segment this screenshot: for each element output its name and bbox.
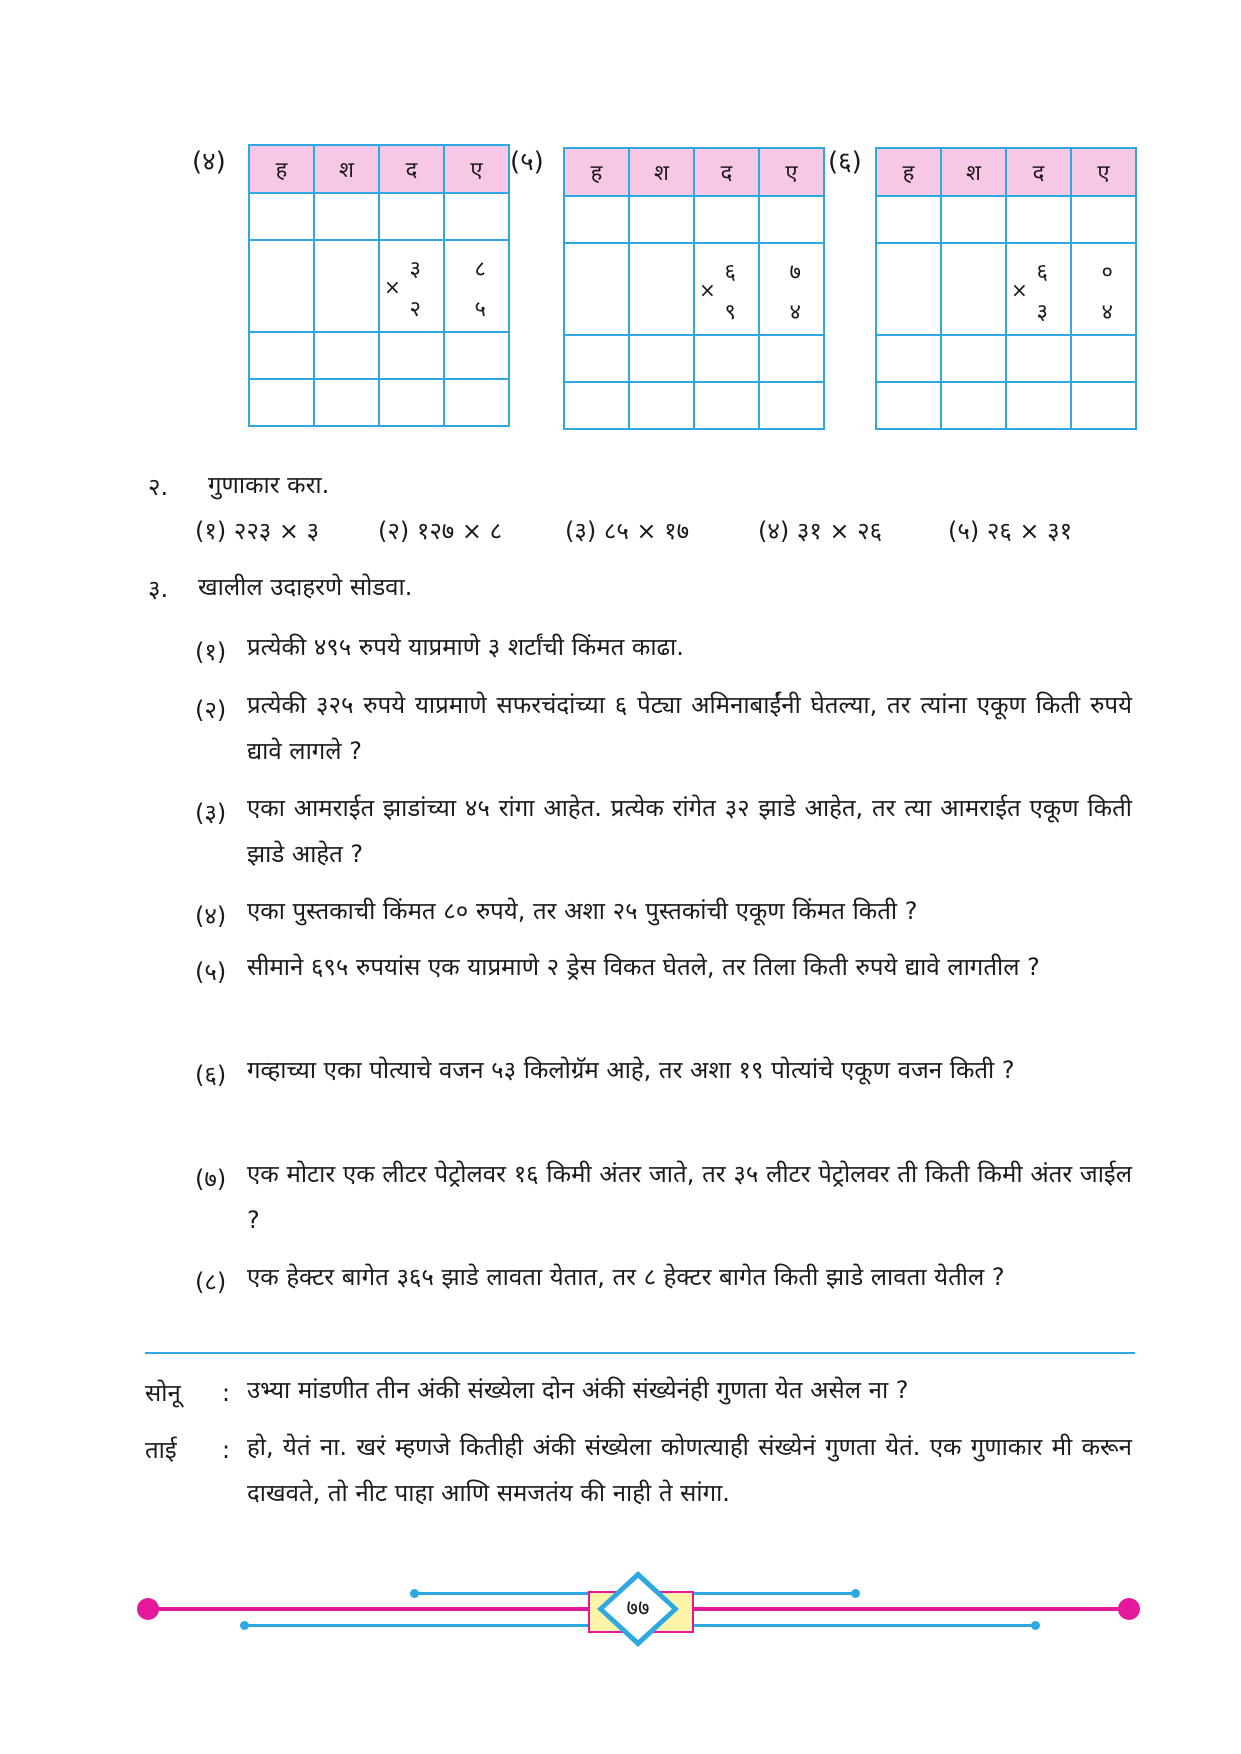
question-number-3: ३. (148, 575, 169, 603)
grid-label-6: (६) (828, 147, 862, 177)
q3-item-text: प्रत्येकी ४९५ रुपये याप्रमाणे ३ शर्टांची किंमत काढा. (247, 633, 684, 661)
footer-blue-dot (410, 1589, 419, 1598)
multiply-sign: × (699, 278, 716, 302)
grid-label-5: (५) (510, 147, 544, 177)
q3-item-text: एका पुस्तकाची किंमत ८० रुपये, तर अशा २५ पुस्तकांची एकूण किंमत किती ? (247, 897, 918, 925)
q3-item-text: एका आमराईत झाडांच्या ४५ रांगा आहेत. प्रत्येक रांगेत ३२ झाडे आहेत, तर त्या आमराईत एकूण किती झाडे आहेत ? (247, 794, 1132, 868)
header-cell: द (1006, 148, 1071, 196)
place-value-grid-4 (248, 144, 510, 427)
header-cell: ए (1071, 148, 1136, 196)
header-cell: श (314, 145, 379, 193)
digit: ९ (724, 300, 736, 325)
digit: ० (1101, 260, 1113, 285)
header-cell: ह (876, 148, 941, 196)
header-cell: द (379, 145, 444, 193)
footer-blue-dot (1031, 1621, 1040, 1630)
footer-blue-dot (851, 1589, 860, 1598)
digit: ६ (1036, 260, 1048, 285)
multiply-sign: × (384, 275, 401, 299)
digit: ८ (474, 257, 486, 282)
q3-item-number: (१) (195, 638, 227, 666)
speaker-separator: : (222, 1379, 231, 1407)
q3-item-number: (२) (195, 696, 227, 724)
question-title-2: गुणाकार करा. (208, 471, 330, 499)
footer-right-dot (1118, 1598, 1140, 1620)
header-cell: ए (444, 145, 509, 193)
header-cell: श (941, 148, 1006, 196)
q3-item-number: (३) (195, 799, 227, 827)
section-divider (145, 1352, 1135, 1354)
digit: ६ (724, 260, 736, 285)
dialogue-text: हो, येतं ना. खरं म्हणजे कितीही अंकी संख्येला कोणत्याही संख्येनं गुणता येतं. एक गुणाकार मी करून दाखवते, तो नीट पाहा आणि समजतंय की नाही ते सांगा. (247, 1433, 1132, 1507)
speaker-name: सोनू (145, 1379, 181, 1407)
q3-item-number: (७) (195, 1165, 227, 1193)
q3-item-text: गव्हाच्या एका पोत्याचे वजन ५३ किलोग्रॅम आहे, तर अशा १९ पोत्यांचे एकूण वजन किती ? (247, 1056, 1015, 1084)
header-cell: द (694, 148, 759, 196)
page-number: ७७ (626, 1596, 650, 1621)
speaker-name: ताई (145, 1436, 177, 1464)
digit: ४ (789, 300, 801, 325)
q3-item-text: एक हेक्टर बागेत ३६५ झाडे लावता येतात, तर ८ हेक्टर बागेत किती झाडे लावता येतील ? (247, 1263, 1005, 1291)
digit: ३ (1036, 300, 1048, 325)
q2-item-4: (४) ३१ × २६ (758, 517, 883, 545)
question-number-2: २. (148, 473, 169, 501)
digit: ५ (474, 297, 486, 322)
digit: ७ (789, 260, 801, 285)
dialogue-text: उभ्या मांडणीत तीन अंकी संख्येला दोन अंकी संख्येनंही गुणता येत असेल ना ? (247, 1376, 909, 1404)
place-value-grid-6 (875, 147, 1137, 430)
digit: २ (409, 297, 421, 322)
header-cell: ह (564, 148, 629, 196)
q3-item-number: (८) (195, 1268, 227, 1296)
q2-item-3: (३) ८५ × १७ (565, 517, 690, 545)
q3-item-number: (४) (195, 902, 227, 930)
digit: ३ (409, 257, 421, 282)
place-value-grid-5 (563, 147, 825, 430)
q2-item-2: (२) १२७ × ८ (378, 517, 503, 545)
q2-item-5: (५) २६ × ३१ (948, 517, 1073, 545)
grid-label-4: (४) (192, 147, 226, 177)
header-cell: ह (249, 145, 314, 193)
q2-item-1: (१) २२३ × ३ (195, 517, 320, 545)
multiply-sign: × (1011, 278, 1028, 302)
footer-left-dot (137, 1598, 159, 1620)
q3-item-text: एक मोटार एक लीटर पेट्रोलवर १६ किमी अंतर जाते, तर ३५ लीटर पेट्रोलवर ती किती किमी अंतर जाईल ? (247, 1160, 1132, 1234)
speaker-separator: : (222, 1436, 231, 1464)
q3-item-number: (६) (195, 1061, 227, 1089)
q3-item-text: सीमाने ६९५ रुपयांस एक याप्रमाणे २ ड्रेस विकत घेतले, तर तिला किती रुपये द्यावे लागतील ? (247, 953, 1040, 981)
digit: ४ (1101, 300, 1113, 325)
q3-item-number: (५) (195, 958, 227, 986)
header-cell: श (629, 148, 694, 196)
q3-item-text: प्रत्येकी ३२५ रुपये याप्रमाणे सफरचंदांच्या ६ पेट्या अमिनाबाईंनी घेतल्या, तर त्यांना एकूण किती रुपये द्यावे लागले ? (247, 691, 1132, 765)
footer-blue-dot (240, 1621, 249, 1630)
header-cell: ए (759, 148, 824, 196)
question-title-3: खालील उदाहरणे सोडवा. (198, 573, 413, 601)
